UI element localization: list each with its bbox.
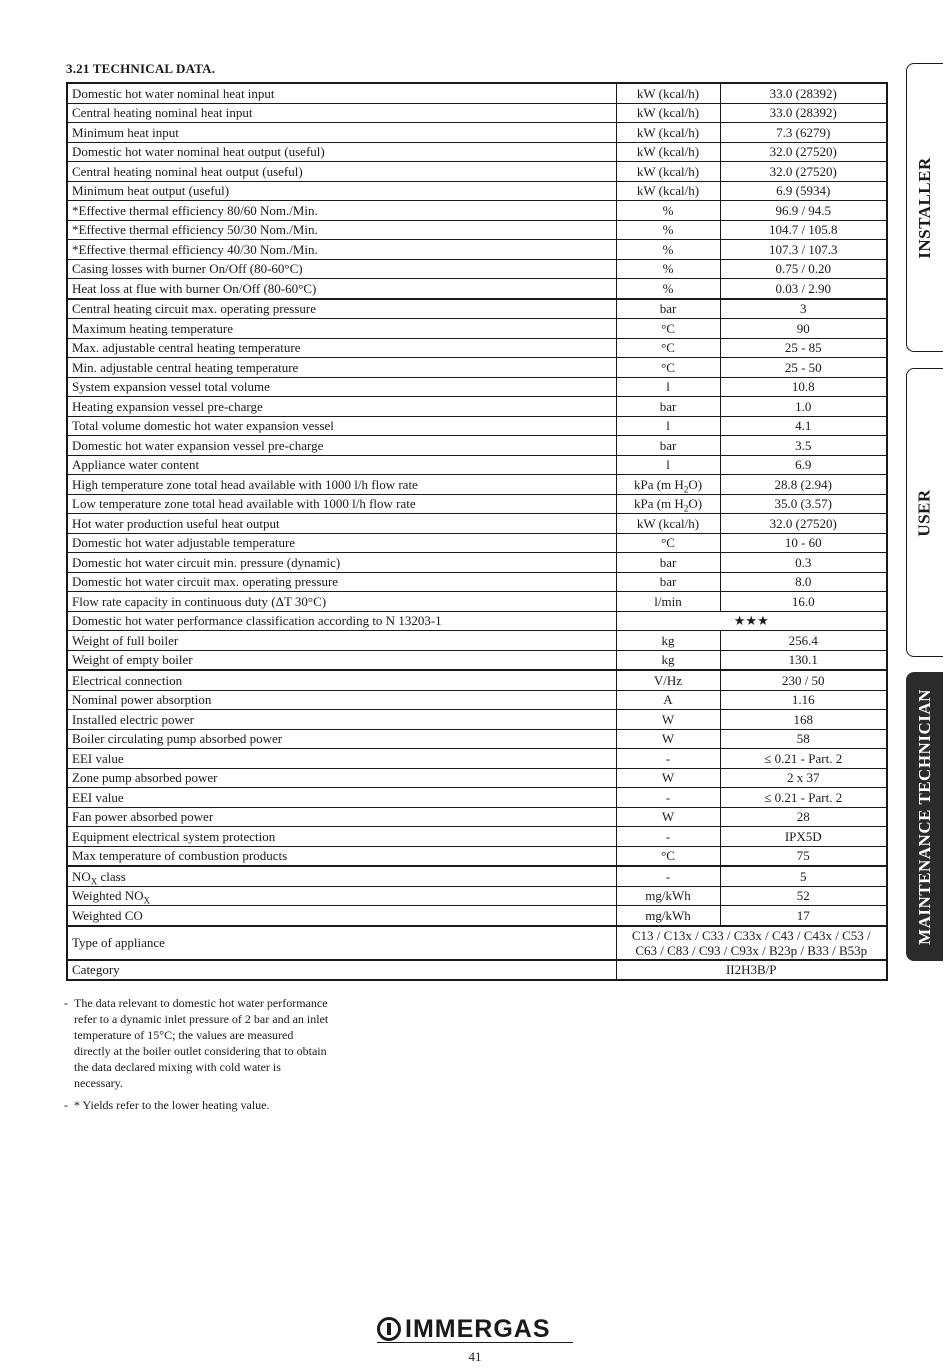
row-label: Total volume domestic hot water expansion vessel [67, 416, 616, 436]
row-unit: bar [616, 572, 720, 592]
row-unit: bar [616, 436, 720, 456]
row-unit: kW (kcal/h) [616, 103, 720, 123]
row-unit: kW (kcal/h) [616, 123, 720, 143]
table-row [67, 926, 887, 960]
row-label: Minimum heat input [67, 123, 616, 143]
row-unit: °C [616, 533, 720, 553]
row-value: 33.0 (28392) [720, 83, 887, 103]
table-row [67, 553, 887, 573]
row-label: Central heating nominal heat input [67, 103, 616, 123]
row-value: 28 [720, 807, 887, 827]
table-row [67, 377, 887, 397]
table-row [67, 514, 887, 534]
row-unit: - [616, 749, 720, 769]
row-value: 10.8 [720, 377, 887, 397]
row-value: IPX5D [720, 827, 887, 847]
row-label: *Effective thermal efficiency 50/30 Nom./Min. [67, 220, 616, 240]
table-row [67, 729, 887, 749]
row-label: Hot water production useful heat output [67, 514, 616, 534]
table-row [67, 83, 887, 103]
row-value: 4.1 [720, 416, 887, 436]
row-unit: kW (kcal/h) [616, 181, 720, 201]
row-unit: V/Hz [616, 670, 720, 690]
row-unit: W [616, 768, 720, 788]
row-label: Heating expansion vessel pre-charge [67, 397, 616, 417]
star-rating: ★★★ [616, 611, 887, 631]
row-value: 28.8 (2.94) [720, 475, 887, 495]
row-value: 96.9 / 94.5 [720, 201, 887, 221]
table-row [67, 768, 887, 788]
row-unit: kW (kcal/h) [616, 142, 720, 162]
row-value: 90 [720, 319, 887, 339]
row-label: Weighted CO [67, 906, 616, 926]
row-value: 32.0 (27520) [720, 162, 887, 182]
row-value: 130.1 [720, 650, 887, 670]
row-value: 6.9 (5934) [720, 181, 887, 201]
table-row [67, 572, 887, 592]
row-label: Electrical connection [67, 670, 616, 690]
row-label: System expansion vessel total volume [67, 377, 616, 397]
row-value: 7.3 (6279) [720, 123, 887, 143]
row-unit: % [616, 201, 720, 221]
appliance-types: C13 / C13x / C33 / C33x / C43 / C43x / C53 / C63 / C83 / C93 / C93x / B23p / B33 / B53p [616, 926, 887, 960]
row-value: 0.03 / 2.90 [720, 279, 887, 299]
row-value: 107.3 / 107.3 [720, 240, 887, 260]
row-unit: l/min [616, 592, 720, 612]
table-row [67, 494, 887, 514]
row-unit: A [616, 690, 720, 710]
row-label: Weight of full boiler [67, 631, 616, 651]
row-unit: W [616, 807, 720, 827]
row-value: 6.9 [720, 455, 887, 475]
table-row [67, 611, 887, 631]
table-row [67, 338, 887, 358]
table-row [67, 259, 887, 279]
row-unit: l [616, 455, 720, 475]
table-row [67, 103, 887, 123]
row-value: 168 [720, 710, 887, 730]
row-unit: kPa (m $H_2O$) [616, 494, 720, 514]
footnotes [64, 995, 329, 1119]
tab-user[interactable]: USER [906, 368, 943, 657]
table-row [67, 846, 887, 866]
row-label: Min. adjustable central heating temperature [67, 358, 616, 378]
row-value: 3.5 [720, 436, 887, 456]
row-unit: % [616, 220, 720, 240]
row-label: Maximum heating temperature [67, 319, 616, 339]
row-label: Minimum heat output (useful) [67, 181, 616, 201]
table-row [67, 886, 887, 906]
table-row [67, 670, 887, 690]
row-label: Domestic hot water nominal heat input [67, 83, 616, 103]
row-value: 10 - 60 [720, 533, 887, 553]
footnote: - * Yields refer to the lower heating value. [64, 1098, 270, 1112]
table-row [67, 201, 887, 221]
row-label: Max. adjustable central heating temperature [67, 338, 616, 358]
row-unit: % [616, 279, 720, 299]
row-value: 75 [720, 846, 887, 866]
table-row [67, 592, 887, 612]
table-row [67, 240, 887, 260]
page-number: 41 [468, 1349, 482, 1364]
table-row [67, 397, 887, 417]
table-row [67, 533, 887, 553]
table-row [67, 960, 887, 981]
row-label: Zone pump absorbed power [67, 768, 616, 788]
table-row [67, 220, 887, 240]
row-label: Appliance water content [67, 455, 616, 475]
row-label: Weighted $NO_X$ [67, 886, 616, 906]
table-row [67, 436, 887, 456]
technical-data-table [66, 82, 888, 981]
row-value: 25 - 50 [720, 358, 887, 378]
row-value: 1.0 [720, 397, 887, 417]
row-unit: kW (kcal/h) [616, 514, 720, 534]
row-unit: kW (kcal/h) [616, 83, 720, 103]
row-label: Max temperature of combustion products [67, 846, 616, 866]
table-row [67, 710, 887, 730]
row-label: Category [67, 960, 616, 981]
row-unit: kg [616, 631, 720, 651]
row-label: Domestic hot water adjustable temperature [67, 533, 616, 553]
row-value: 17 [720, 906, 887, 926]
row-value: 0.75 / 0.20 [720, 259, 887, 279]
row-value: 32.0 (27520) [720, 142, 887, 162]
brand-logo [377, 1314, 573, 1344]
row-unit: kg [616, 650, 720, 670]
footer-divider [377, 1342, 573, 1343]
table-row [67, 788, 887, 808]
table-row [67, 181, 887, 201]
brand-mark-icon [377, 1317, 401, 1341]
row-label: Boiler circulating pump absorbed power [67, 729, 616, 749]
table-row [67, 807, 887, 827]
row-label: EEI value [67, 749, 616, 769]
row-unit: mg/kWh [616, 906, 720, 926]
row-label: EEI value [67, 788, 616, 808]
row-value: 230 / 50 [720, 670, 887, 690]
row-unit: kW (kcal/h) [616, 162, 720, 182]
row-label: Central heating circuit max. operating pressure [67, 299, 616, 319]
row-value: 8.0 [720, 572, 887, 592]
table-row [67, 866, 887, 886]
row-label: *Effective thermal efficiency 80/60 Nom./Min. [67, 201, 616, 221]
table-row [67, 162, 887, 182]
row-unit: °C [616, 846, 720, 866]
row-label: Weight of empty boiler [67, 650, 616, 670]
row-label: Domestic hot water nominal heat output (useful) [67, 142, 616, 162]
row-value: 5 [720, 866, 887, 886]
footnote: - The data relevant to domestic hot water performance refer to a dynamic inlet pressure of 2 bar and an inlet temperature of 15°C; the values are measured directly at the boiler outlet considering that to obtain the data declared mixing with cold water is necessary. [64, 996, 329, 1090]
table-row [67, 358, 887, 378]
row-unit: bar [616, 553, 720, 573]
row-unit: W [616, 729, 720, 749]
row-label: Central heating nominal heat output (useful) [67, 162, 616, 182]
row-value: 16.0 [720, 592, 887, 612]
table-row [67, 690, 887, 710]
row-label: $NO_X$ class [67, 866, 616, 886]
row-value: 104.7 / 105.8 [720, 220, 887, 240]
row-label: Type of appliance [67, 926, 616, 960]
row-unit: - [616, 827, 720, 847]
row-label: Domestic hot water circuit max. operating pressure [67, 572, 616, 592]
row-label: Flow rate capacity in continuous duty (ΔT 30°C) [67, 592, 616, 612]
row-unit: - [616, 788, 720, 808]
row-label: High temperature zone total head available with 1000 l/h flow rate [67, 475, 616, 495]
row-value: 256.4 [720, 631, 887, 651]
row-unit: mg/kWh [616, 886, 720, 906]
table-row [67, 475, 887, 495]
row-label: Domestic hot water performance classification according to N 13203-1 [67, 611, 616, 631]
table-row [67, 827, 887, 847]
row-label: Installed electric power [67, 710, 616, 730]
row-value: 58 [720, 729, 887, 749]
row-unit: kPa (m $H_2O$) [616, 475, 720, 495]
row-unit: bar [616, 299, 720, 319]
row-value: 1.16 [720, 690, 887, 710]
table-row [67, 749, 887, 769]
row-unit: % [616, 259, 720, 279]
row-label: Domestic hot water expansion vessel pre-charge [67, 436, 616, 456]
table-row [67, 416, 887, 436]
row-value: 32.0 (27520) [720, 514, 887, 534]
row-label: *Effective thermal efficiency 40/30 Nom./Min. [67, 240, 616, 260]
row-value: 35.0 (3.57) [720, 494, 887, 514]
table-row [67, 142, 887, 162]
row-unit: °C [616, 319, 720, 339]
row-value: 33.0 (28392) [720, 103, 887, 123]
tab-maintenance-technician[interactable]: MAINTENANCE TECHNICIAN [906, 672, 943, 961]
row-value: ≤ 0.21 - Part. 2 [720, 749, 887, 769]
row-unit: °C [616, 358, 720, 378]
row-value: 25 - 85 [720, 338, 887, 358]
row-value: 0.3 [720, 553, 887, 573]
row-unit: % [616, 240, 720, 260]
row-unit: °C [616, 338, 720, 358]
row-value: 2 x 37 [720, 768, 887, 788]
table-row [67, 319, 887, 339]
table-row [67, 631, 887, 651]
row-label: Low temperature zone total head available with 1000 l/h flow rate [67, 494, 616, 514]
table-row [67, 299, 887, 319]
section-title: 3.21 TECHNICAL DATA. [66, 61, 216, 76]
row-unit: - [616, 866, 720, 886]
row-value: 3 [720, 299, 887, 319]
row-label: Domestic hot water circuit min. pressure (dynamic) [67, 553, 616, 573]
row-value: II2H3B/P [616, 960, 887, 981]
row-label: Fan power absorbed power [67, 807, 616, 827]
table-row [67, 279, 887, 299]
table-row [67, 123, 887, 143]
row-unit: l [616, 416, 720, 436]
brand-name: IMMERGAS [405, 1314, 551, 1343]
table-row [67, 906, 887, 926]
row-value: ≤ 0.21 - Part. 2 [720, 788, 887, 808]
row-label: Heat loss at flue with burner On/Off (80-60°C) [67, 279, 616, 299]
row-label: Nominal power absorption [67, 690, 616, 710]
tab-installer[interactable]: INSTALLER [906, 63, 943, 352]
row-unit: l [616, 377, 720, 397]
row-label: Casing losses with burner On/Off (80-60°C) [67, 259, 616, 279]
table-row [67, 650, 887, 670]
row-label: Equipment electrical system protection [67, 827, 616, 847]
row-unit: bar [616, 397, 720, 417]
table-row [67, 455, 887, 475]
row-value: 52 [720, 886, 887, 906]
row-unit: W [616, 710, 720, 730]
